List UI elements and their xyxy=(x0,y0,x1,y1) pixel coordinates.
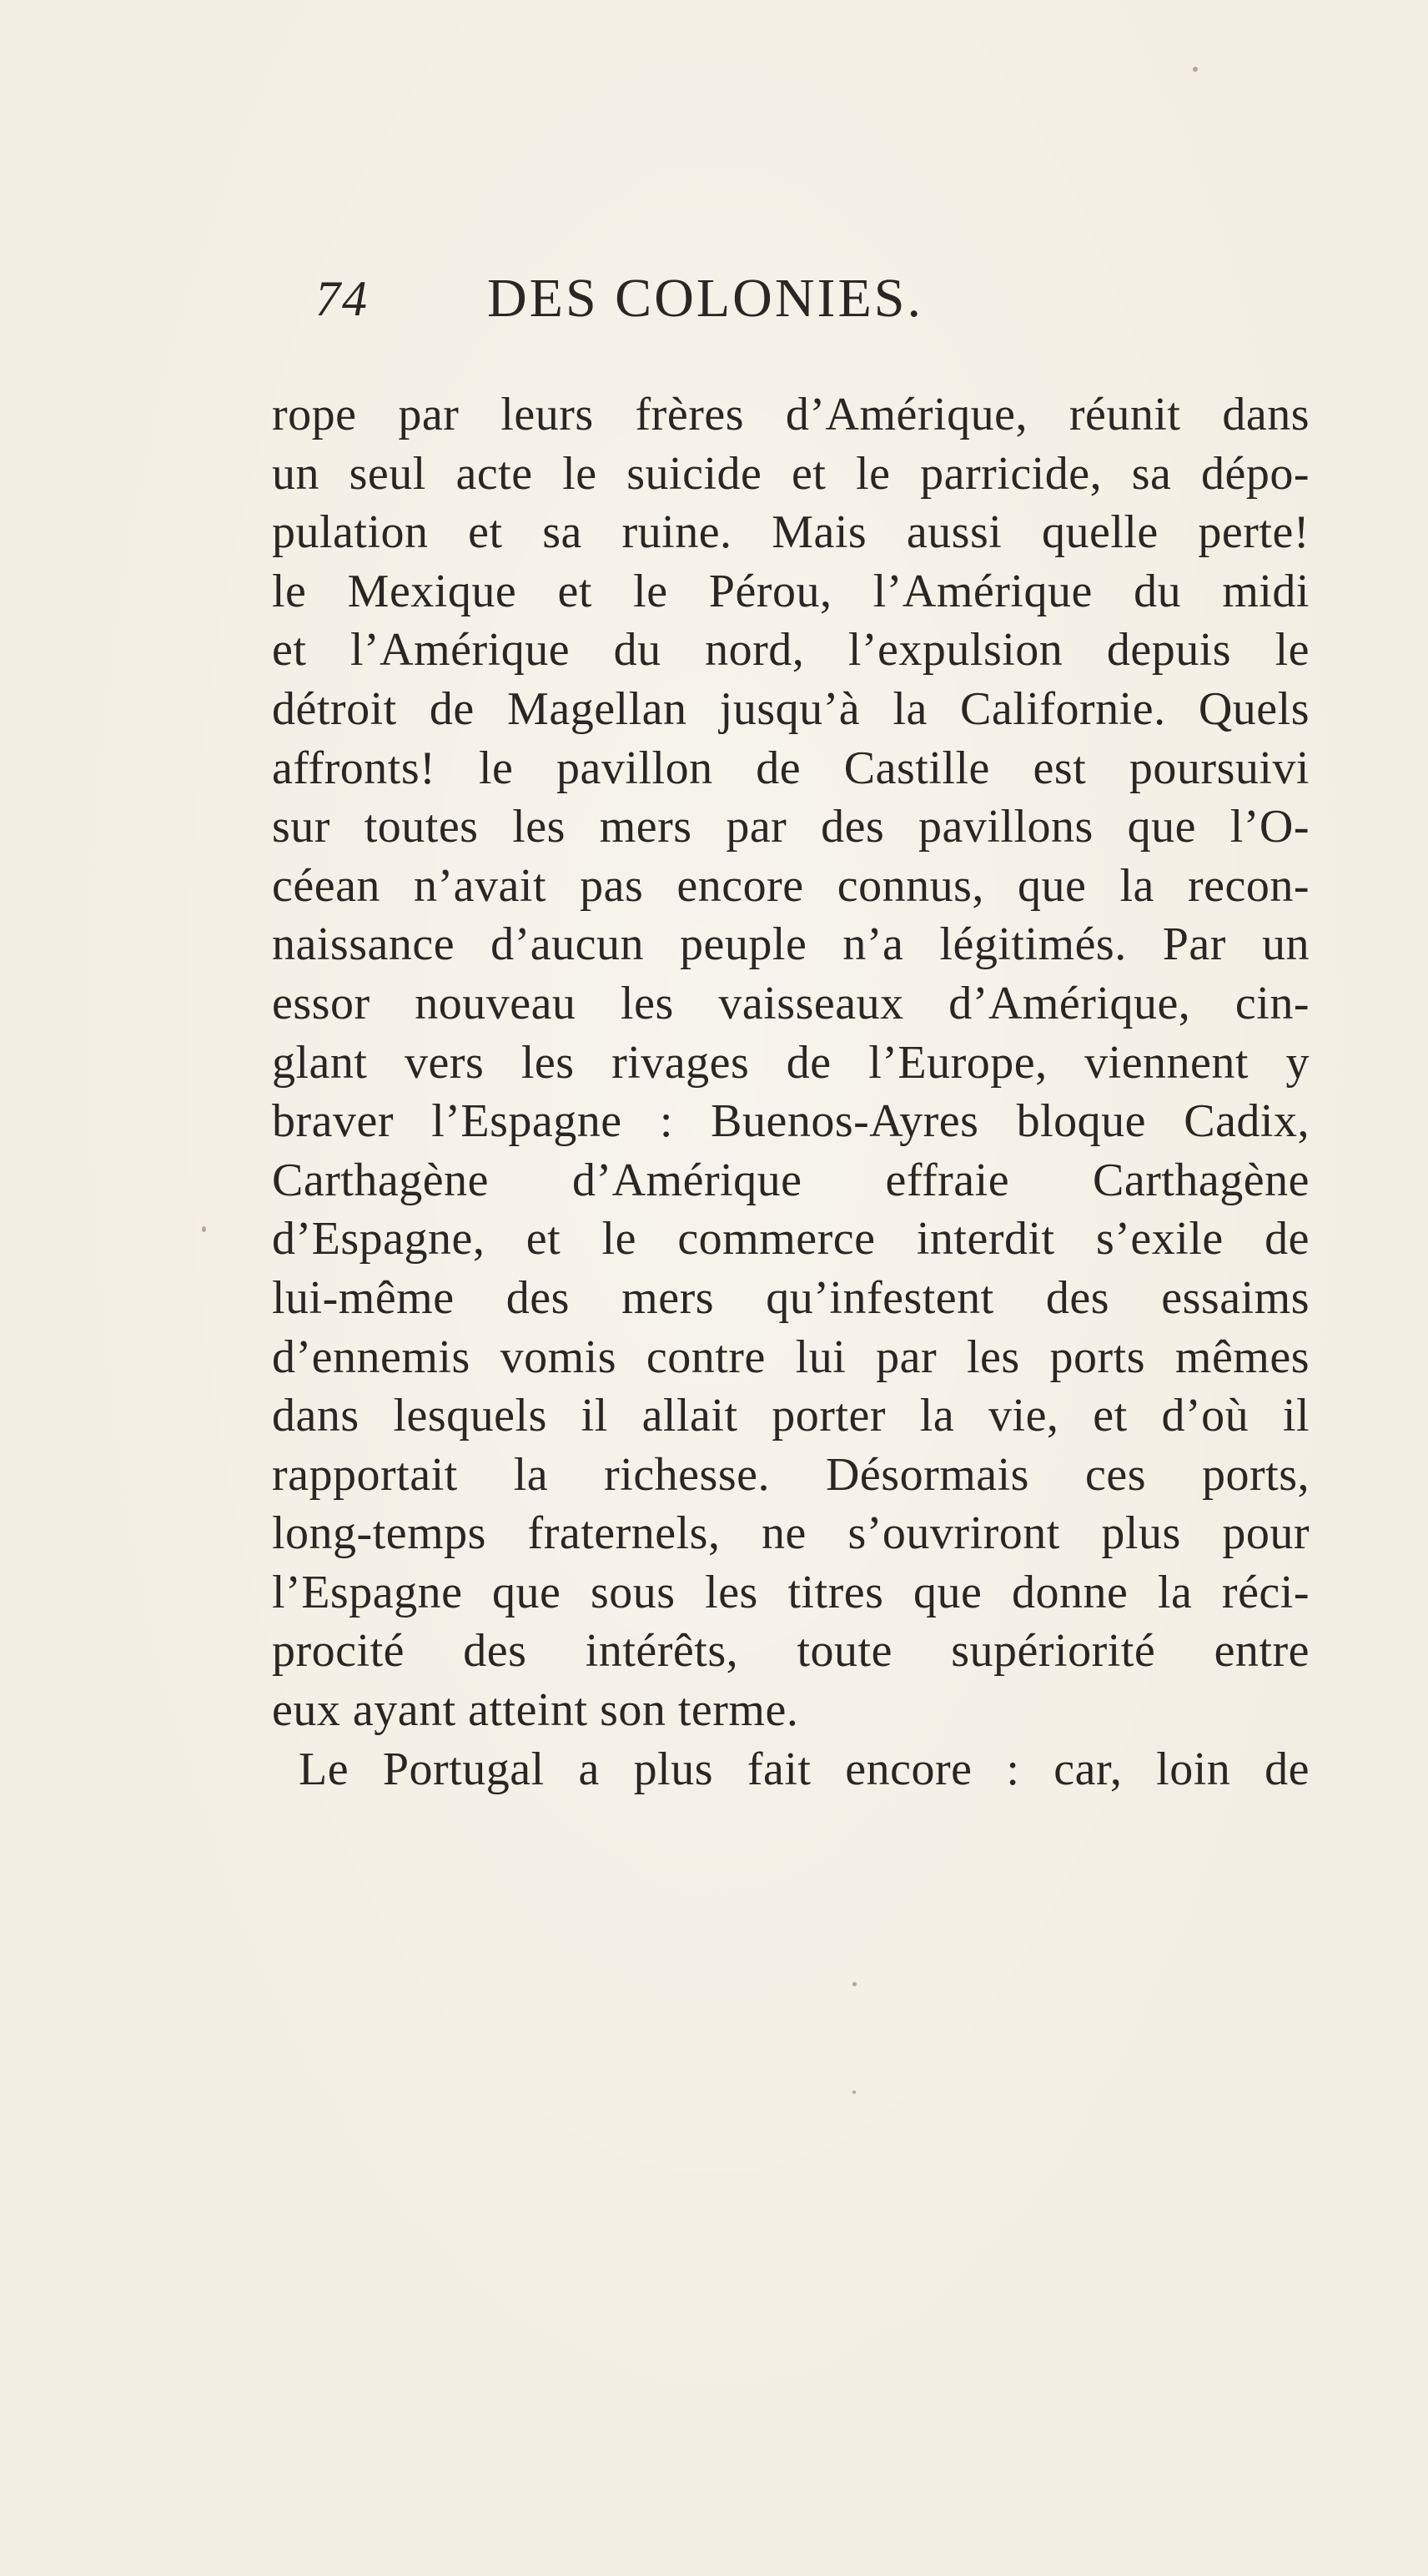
text-line: le Mexique et le Pérou, l’Amérique du midi xyxy=(272,565,1310,617)
page-number: 74 xyxy=(315,271,369,326)
paper-speck xyxy=(852,2090,856,2094)
text-line: et l’Amérique du nord, l’expulsion depuis le xyxy=(272,624,1310,677)
text-line: essor nouveau les vaisseaux d’Amérique, cin- xyxy=(272,977,1310,1029)
paper-speck xyxy=(1193,67,1198,72)
text-line: rope par leurs frères d’Amérique, réunit dans xyxy=(272,389,1310,440)
body-text xyxy=(272,385,1310,1799)
page-header xyxy=(315,265,1116,332)
text-line: céean n’avait pas encore connus, que la recon- xyxy=(272,859,1310,912)
text-line: lui-même des mers qu’infestent des essaims xyxy=(272,1271,1310,1324)
text-line: d’ennemis vomis contre lui par les ports mêmes xyxy=(272,1331,1310,1383)
text-line: dans lesquels il allait porter la vie, et d’où il xyxy=(272,1390,1310,1442)
text-line: détroit de Magellan jusqu’à la Californie. Quels xyxy=(272,682,1310,735)
text-line: rapportait la richesse. Désormais ces ports, xyxy=(272,1448,1310,1501)
text-line: Carthagène d’Amérique effraie Carthagène xyxy=(272,1154,1310,1206)
running-title: DES COLONIES. xyxy=(487,268,924,329)
text-line: d’Espagne, et le commerce interdit s’exile de xyxy=(272,1213,1310,1265)
paragraph-start-line: Le Portugal a plus fait encore : car, loin de xyxy=(299,1743,1310,1795)
text-line: long-temps fraternels, ne s’ouvriront plus pour xyxy=(272,1507,1310,1560)
text-line: sur toutes les mers par des pavillons que l’O- xyxy=(272,801,1310,853)
text-line: naissance d’aucun peuple n’a légitimés. Par un xyxy=(272,918,1310,971)
text-line: procité des intérêts, toute supériorité entre xyxy=(272,1625,1310,1678)
text-line: affronts! le pavillon de Castille est poursuivi xyxy=(272,742,1310,794)
text-line: braver l’Espagne : Buenos-Ayres bloque Cadix, xyxy=(272,1095,1310,1148)
text-line: glant vers les rivages de l’Europe, viennent y xyxy=(272,1036,1310,1089)
text-line: l’Espagne que sous les titres que donne la réci- xyxy=(272,1566,1310,1618)
text-line: eux ayant atteint son terme. xyxy=(272,1684,799,1737)
paper-speck xyxy=(852,1982,857,1986)
paper-speck xyxy=(202,1226,206,1232)
text-line: pulation et sa ruine. Mais aussi quelle perte! xyxy=(272,506,1310,559)
text-line: un seul acte le suicide et le parricide, sa dépo- xyxy=(272,447,1310,500)
